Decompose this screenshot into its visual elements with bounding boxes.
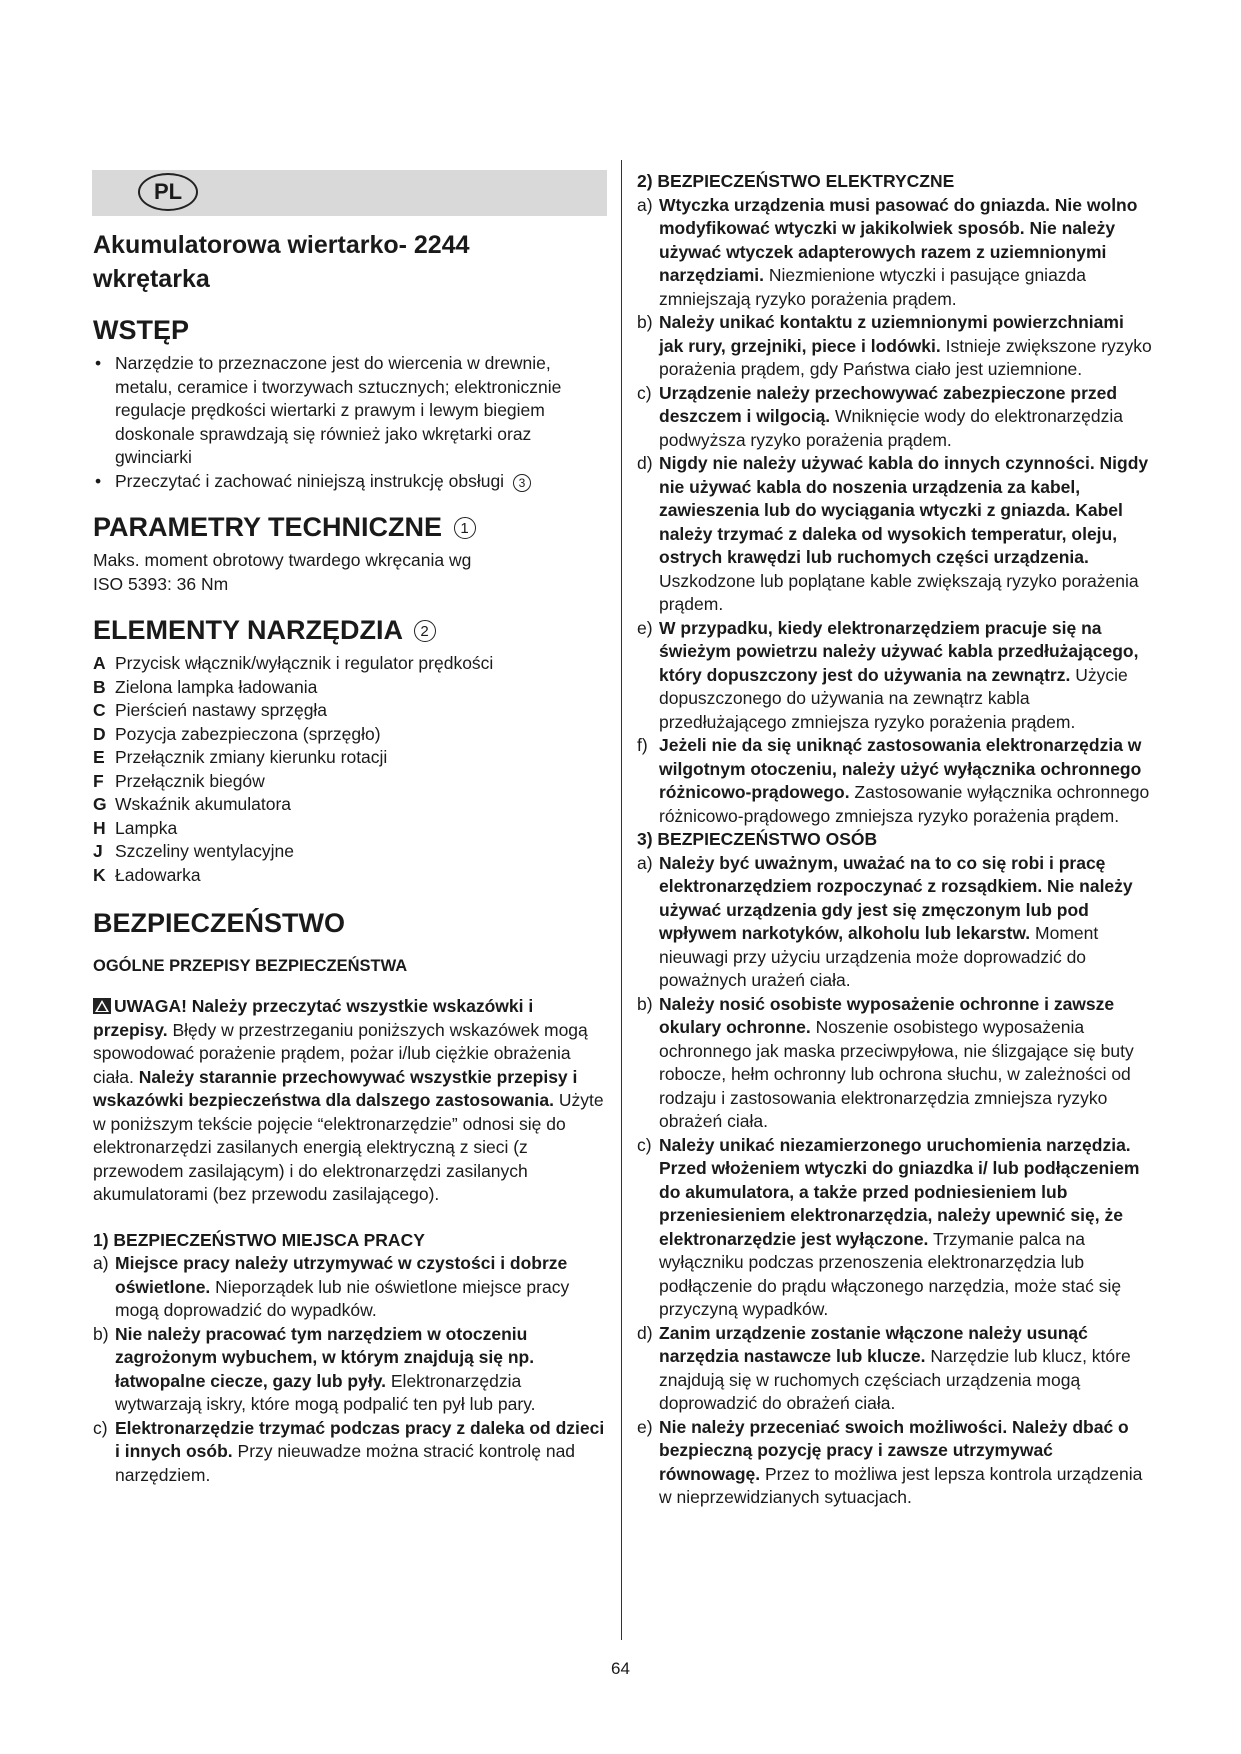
workplace-safety-heading: 1) BEZPIECZEŃSTWO MIEJSCA PRACY — [93, 1229, 425, 1250]
safety-item: a) Należy być uważnym, uważać na to co się robi i pracę elektronarzędziem rozpoczynać z rozsądkiem. Nie należy używać urządzenia gdy jest się zmęczonym lub pod wpływem narkotyków, alkoholu lub lekarstw. Moment nieuwagi przy użyciu urządzenia może doprowadzić do poważnych urażeń ciała. — [637, 852, 1133, 990]
intro-heading: WSTĘP — [93, 315, 190, 345]
ref-circle: 1 — [454, 517, 476, 539]
title-line-1: Akumulatorowa wiertarko- 2244 — [93, 231, 470, 259]
electrical-safety-heading: 2) BEZPIECZEŃSTWO ELEKTRYCZNE — [637, 171, 955, 191]
document-title — [93, 228, 607, 296]
right-column — [637, 170, 1152, 1510]
part-label: Szczeliny wentylacyjne — [115, 841, 294, 861]
ref-circle: 2 — [414, 620, 436, 642]
part-item — [93, 817, 607, 841]
safety-item: e) W przypadku, kiedy elektronarzędziem pracuje się na świeżym powietrzu należy używać kabla przedłużającego, który dopuszczony jest do używania na zewnątrz. Użycie dopuszczonego do używania na zewnątrz kabla przedłużającego zmniejsza ryzyko porażenia prądem. — [637, 617, 1139, 732]
part-key: D — [93, 723, 106, 744]
column-divider — [621, 160, 622, 1640]
part-label: Przycisk włącznik/wyłącznik i regulator prędkości — [115, 653, 494, 673]
warning-paragraph: UWAGA! Należy przeczytać wszystkie wskazówki i przepisy. Błędy w przestrzeganiu poniższych wskazówek mogą spowodować porażenie prądem, pożar i/lub ciężkie obrażenia ciała. Należy starannie przechowywać wszystkie przepisy i wskazówki bezpieczeństwa dla dalszego zastosowania. Użyte w poniższym tekście pojęcie “elektronarzędzie” odnosi się do elektronarzędzi zasilanych energią elektryczną z sieci (z przewodem zasilającym) i do elektronarzędzi zasilanych akumulatorami (bez przewodu zasilającego). — [93, 996, 604, 1204]
tech-heading: PARAMETRY TECHNICZNE 1 — [93, 511, 607, 543]
part-item — [93, 793, 607, 817]
part-item — [93, 746, 607, 770]
safety-item: c) Należy unikać niezamierzonego uruchomienia narzędzia. Przed włożeniem wtyczki do gniazdka i/ lub podłączeniem do akumulatora, a także przed podniesieniem lub przeniesieniem elektronarzędzia, należy upewnić się, że elektronarzędzie jest wyłączone. Trzymanie palca na wyłączniku podczas przenoszenia elektronarzędzia lub podłączenie do prądu włączonego narzędzia, może stać się przyczyną wypadków. — [637, 1134, 1140, 1319]
safety-item: e) Nie należy przeceniać swoich możliwości. Należy dbać o bezpieczną pozycję pracy i zawsze utrzymywać równowagę. Przez to możliwa jest lepsza kontrola urządzenia w nieprzewidzianych sytuacjach. — [637, 1416, 1143, 1507]
tech-text: Maks. moment obrotowy twardego wkręcania wg ISO 5393: 36 Nm — [93, 550, 472, 594]
safety-item: b) Należy unikać kontaktu z uziemnionymi powierzchniami jak rury, grzejniki, piece i lodówki. Istnieje zwiększone ryzyko porażenia prądem, gdy Państwa ciało jest uziemnione. — [637, 312, 1152, 379]
left-column — [93, 170, 607, 1487]
part-key: J — [93, 841, 103, 861]
part-label: Przełącznik zmiany kierunku rotacji — [115, 747, 388, 767]
part-key: A — [93, 653, 106, 673]
part-key: F — [93, 770, 104, 791]
elements-heading: ELEMENTY NARZĘDZIA 2 — [93, 614, 607, 646]
personal-safety-heading: 3) BEZPIECZEŃSTWO OSÓB — [637, 829, 878, 849]
safety-item: a) Miejsce pracy należy utrzymywać w czystości i dobrze oświetlone. Nieporządek lub nie oświetlone miejsce pracy mogą doprowadzić do wypadków. — [93, 1253, 570, 1320]
part-key: B — [93, 676, 106, 697]
part-label: Lampka — [115, 817, 178, 838]
part-item — [93, 699, 607, 723]
part-label: Zielona lampka ładowania — [115, 676, 318, 697]
safety-item: c) Elektronarzędzie trzymać podczas pracy z daleka od dzieci i innych osób. Przy nieuwadze można stracić kontrolę nad narzędziem. — [93, 1417, 605, 1485]
part-label: Wskaźnik akumulatora — [115, 794, 292, 814]
part-key: H — [93, 817, 106, 838]
part-label: Przełącznik biegów — [115, 770, 265, 791]
part-label: Ładowarka — [115, 864, 201, 885]
language-badge: PL — [138, 173, 198, 211]
general-safety-heading: OGÓLNE PRZEPISY BEZPIECZEŃSTWA — [93, 957, 408, 975]
part-item — [93, 676, 607, 700]
warning-icon — [93, 998, 111, 1014]
part-item — [93, 864, 607, 888]
part-item — [93, 723, 607, 747]
part-key: C — [93, 700, 106, 720]
page-number: 64 — [611, 1659, 630, 1678]
safety-item: d) Zanim urządzenie zostanie włączone należy usunąć narzędzia nastawcze lub klucze. Narzędzie lub klucz, które znajdują się w ruchomych częściach urządzenia mogą doprowadzić do obrażeń ciała. — [637, 1322, 1131, 1413]
parts-list — [93, 652, 607, 887]
safety-heading: BEZPIECZEŃSTWO — [93, 908, 346, 938]
part-label: Pierścień nastawy sprzęgła — [115, 700, 328, 720]
safety-item: b) Nie należy pracować tym narzędziem w otoczeniu zagrożonym wybuchem, w którym znajdują się np. łatwopalne ciecze, gazy lub pyły. Elektronarzędzia wytwarzają iskry, które mogą podpalić ten pył lub pary. — [93, 1323, 536, 1414]
ref-circle: 3 — [513, 474, 531, 492]
safety-item: c) Urządzenie należy przechowywać zabezpieczone przed deszczem i wilgocią. Wniknięcie wody do elektronarzędzia podwyższa ryzyko porażenia prądem. — [637, 382, 1123, 450]
intro-bullet: • Przeczytać i zachować niniejszą instrukcję obsługi 3 — [93, 470, 607, 494]
language-bar — [92, 170, 607, 216]
part-key: G — [93, 794, 107, 814]
safety-item: d) Nigdy nie należy używać kabla do innych czynności. Nigdy nie używać kabla do noszenia urządzenia za kabel, zawieszenia lub do wyciągania wtyczki z gniazda. Kabel należy trzymać z daleka od wysokich temperatur, oleju, ostrych krawędzi lub ruchomych części urządzenia. Uszkodzone lub poplątane kable zwiększają ryzyko porażenia prądem. — [637, 453, 1149, 614]
intro-list — [93, 352, 607, 493]
part-key: E — [93, 747, 105, 767]
intro-bullet: • Narzędzie to przeznaczone jest do wiercenia w drewnie, metalu, ceramice i tworzywach sztucznych; elektronicznie regulacje prędkości wiertarki z prawym i lewym biegiem doskonale sprawdzają się również jako wkrętarki oraz gwinciarki — [93, 352, 607, 470]
title-line-2: wkrętarka — [93, 265, 210, 293]
safety-item: f) Jeżeli nie da się uniknąć zastosowania elektronarzędzia w wilgotnym otoczeniu, należy użyć wyłącznika ochronnego różnicowo-prądowego. Zastosowanie wyłącznika ochronnego różnicowo-prądowego zmniejsza ryzyko porażenia prądem. — [637, 735, 1150, 826]
safety-item: a) Wtyczka urządzenia musi pasować do gniazda. Nie wolno modyfikować wtyczki w jakikolwiek sposób. Nie należy używać wtyczek adapterowych razem z uziemnionymi narzędziami. Niezmienione wtyczki i pasujące gniazda zmniejszają ryzyko porażenia prądem. — [637, 194, 1138, 309]
part-item — [93, 652, 607, 676]
part-item — [93, 770, 607, 794]
safety-item: b) Należy nosić osobiste wyposażenie ochronne i zawsze okulary ochronne. Noszenie osobistego wyposażenia ochronnego jak maska przeciwpyłowa, nie ślizgające się buty robocze, hełm ochronny lub ochrona słuchu, w zależności od rodzaju i zastosowania elektronarzędzia zmniejsza ryzyko obrażeń ciała. — [637, 993, 1134, 1131]
part-key: K — [93, 864, 106, 885]
part-label: Pozycja zabezpieczona (sprzęgło) — [115, 723, 381, 744]
part-item — [93, 840, 607, 864]
